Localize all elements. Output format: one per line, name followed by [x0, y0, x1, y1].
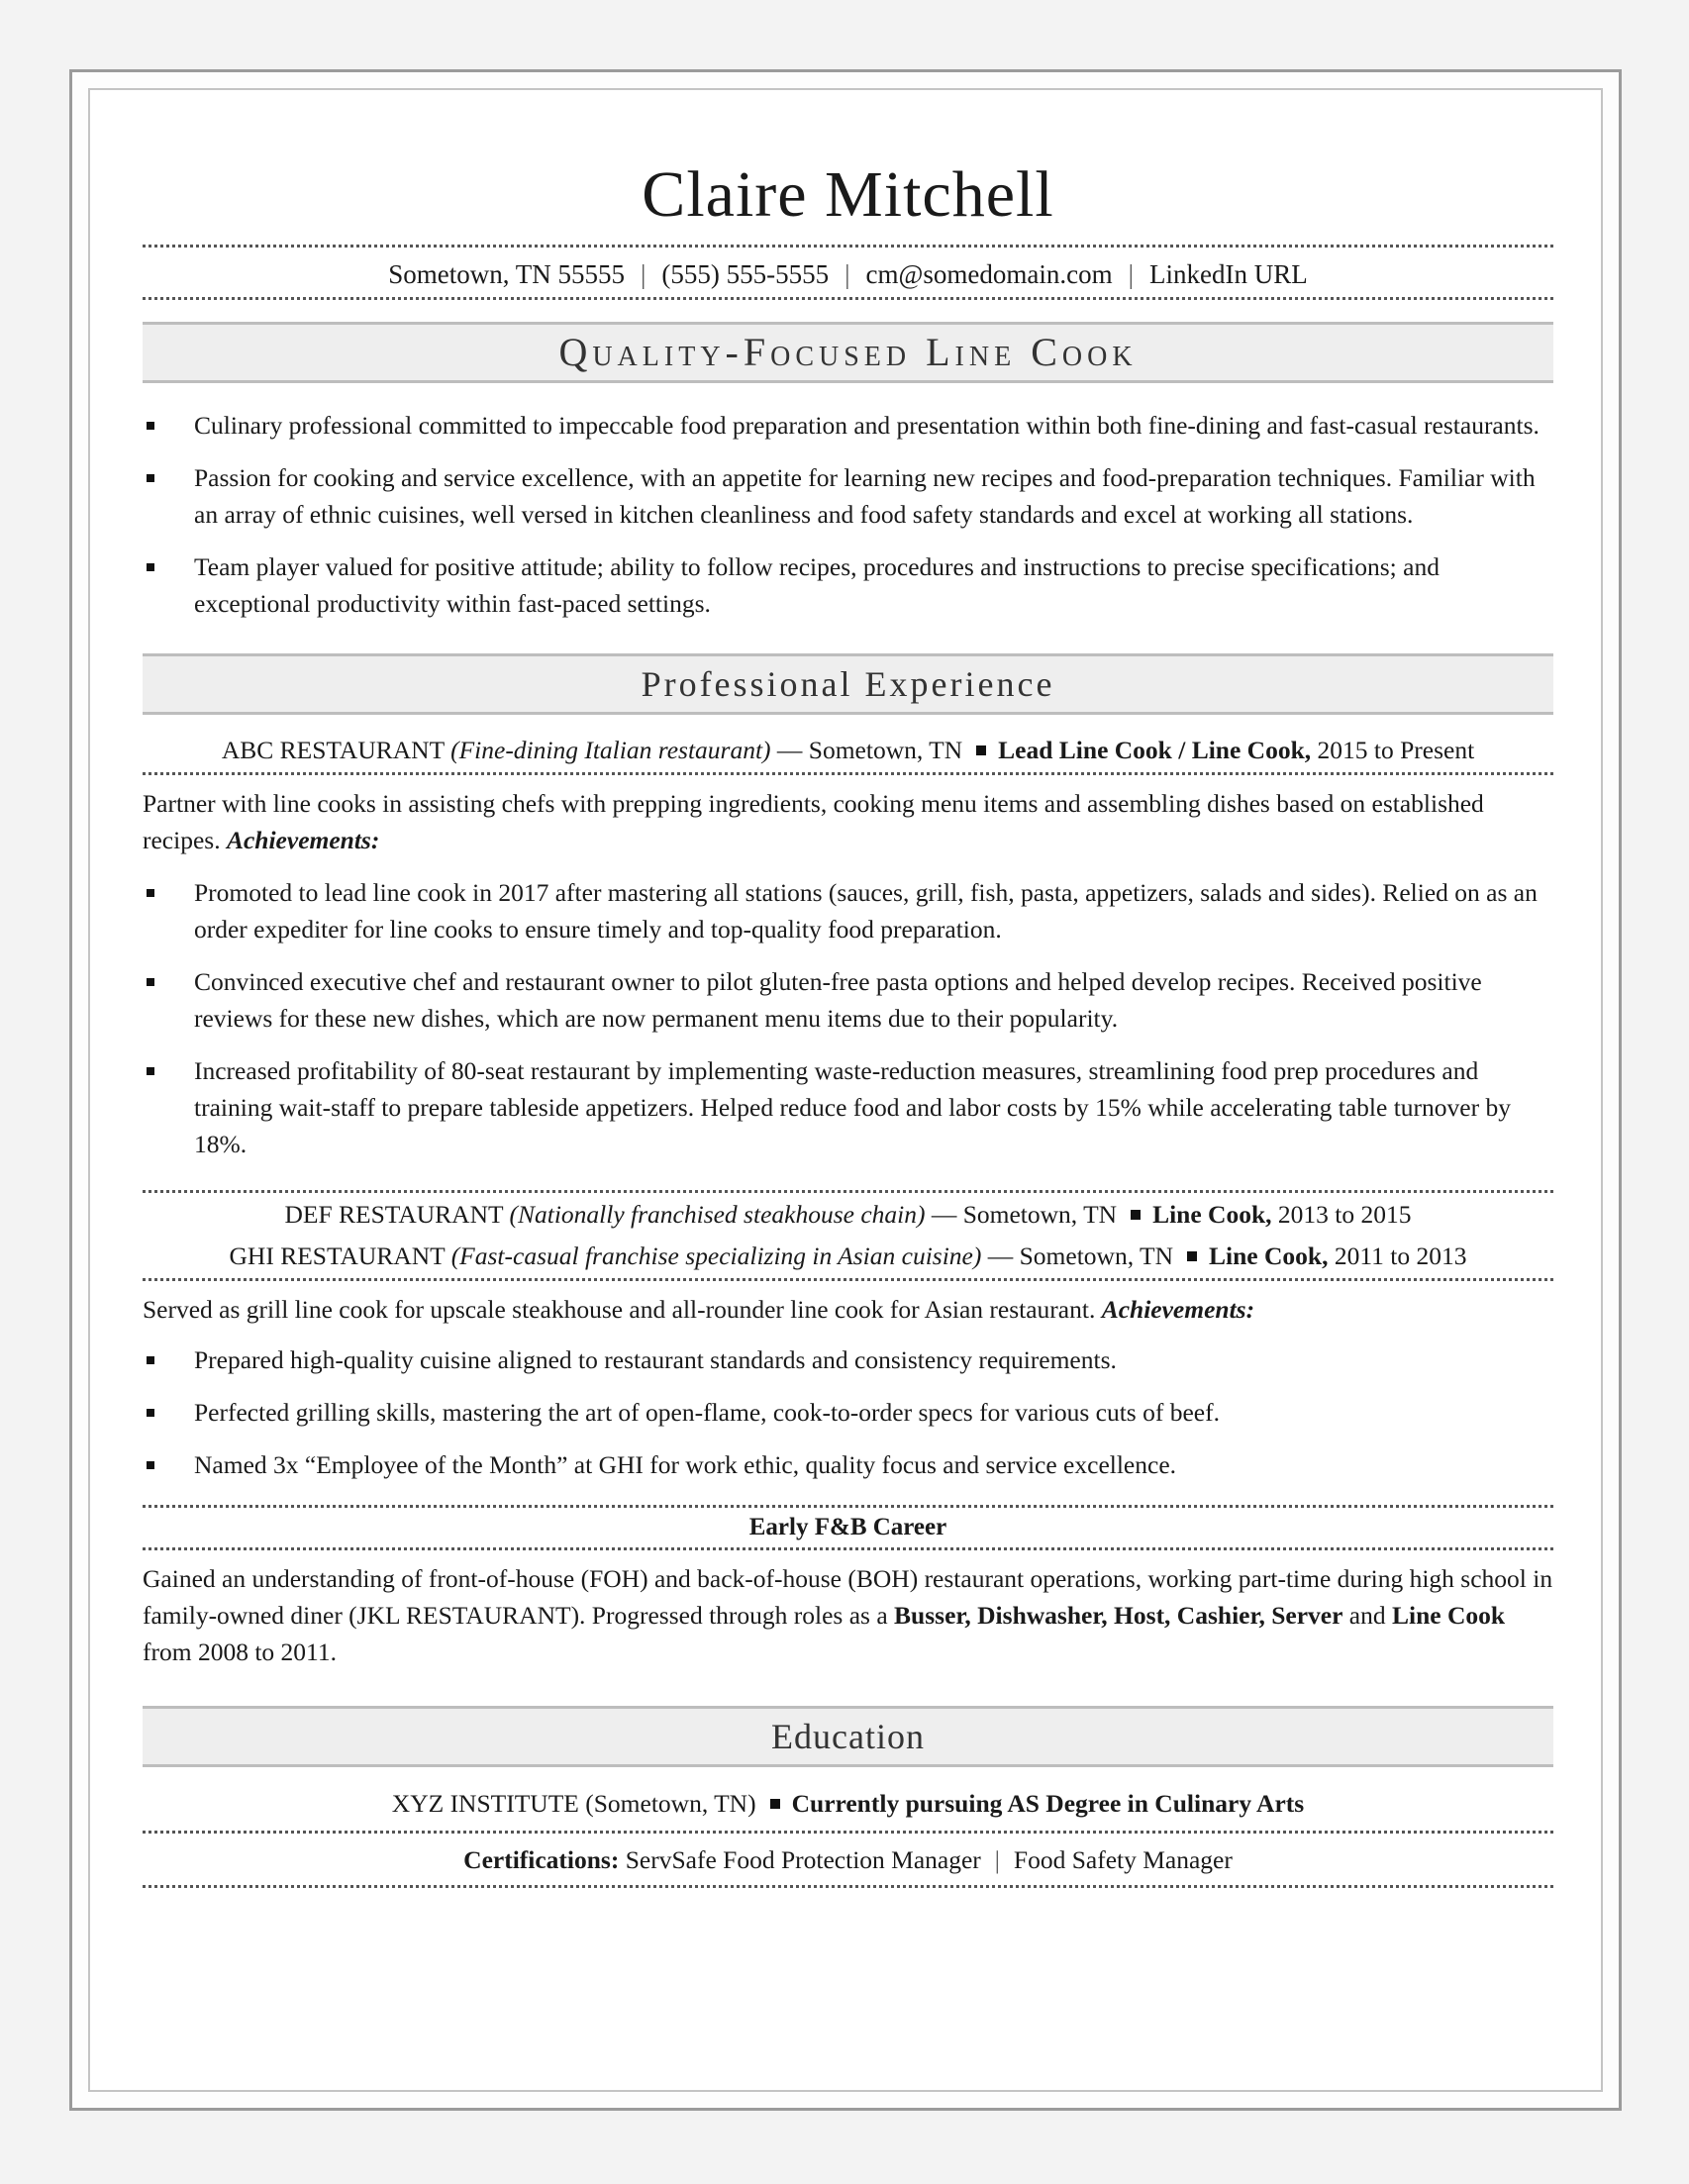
bullet-icon: [147, 1356, 154, 1364]
page-inner-frame: [88, 88, 1603, 2092]
bullet-icon: [147, 1067, 154, 1075]
job-header-def: [143, 1195, 1553, 1235]
education-band: Education: [143, 1706, 1553, 1767]
company-name: DEF RESTAURANT: [284, 1200, 504, 1229]
divider: [143, 1547, 1553, 1550]
contact-linkedin[interactable]: LinkedIn URL: [1149, 259, 1308, 289]
certification: ServSafe Food Protection Manager: [625, 1845, 981, 1874]
role-list: Dishwasher, Host, Cashier, Server: [977, 1601, 1343, 1630]
early-career-title: Early F&B Career: [748, 1514, 947, 1540]
job-dates: 2015 to Present: [1311, 736, 1475, 764]
resume: [143, 130, 1553, 1888]
contact-separator: |: [1128, 259, 1135, 289]
company-description: (Nationally franchised steakhouse chain): [509, 1200, 926, 1229]
divider: [143, 1505, 1553, 1508]
divider: [143, 1190, 1553, 1193]
square-bullet-icon: [1131, 1210, 1141, 1220]
school-name: XYZ INSTITUTE (Sometown, TN): [391, 1789, 756, 1818]
experience-band: Professional Experience: [143, 653, 1553, 715]
job-location: — Sometown, TN: [925, 1200, 1118, 1229]
divider: [143, 1885, 1553, 1888]
list-item: Increased profitability of 80-seat restaurant by implementing waste-reduction measures, streamlining food prep procedures and training wait-staff to prepare tableside appetizers. Helped reduce food and labor costs by 15% while accelerating table turnover by 18%.: [143, 1052, 1553, 1162]
education-line: [143, 1785, 1553, 1823]
job1-achievements: [143, 874, 1553, 1162]
bullet-icon: [147, 1409, 154, 1417]
divider: [143, 245, 1553, 248]
bullet-icon: [147, 1461, 154, 1469]
list-item: Promoted to lead line cook in 2017 after mastering all stations (sauces, grill, fish, pasta, appetizers, salads and sides). Relied on as an order expediter for line cooks to ensure timely and top-quality food preparation.: [143, 874, 1553, 947]
list-item: Team player valued for positive attitude; ability to follow recipes, procedures and instructions to precise specifications; and exceptional productivity within fast-paced settings.: [143, 548, 1553, 622]
certifications-label: Certifications:: [463, 1845, 620, 1874]
bullet-icon: [147, 978, 154, 986]
degree: Currently pursuing AS Degree in Culinary Arts: [791, 1789, 1305, 1818]
contact-separator: |: [641, 259, 646, 289]
list-item: Culinary professional committed to impeccable food preparation and presentation within both fine-dining and fast-casual restaurants.: [143, 407, 1553, 444]
contact-location: Sometown, TN 55555: [388, 259, 625, 289]
job-location: — Sometown, TN: [770, 736, 963, 764]
candidate-name: Claire Mitchell: [642, 158, 1054, 231]
job-dates: 2011 to 2013: [1328, 1241, 1467, 1270]
contact-email[interactable]: cm@somedomain.com: [865, 259, 1113, 289]
bullet-icon: [147, 474, 154, 482]
job-role: Line Cook,: [1152, 1200, 1272, 1229]
square-bullet-icon: [770, 1799, 780, 1809]
job-location: — Sometown, TN: [981, 1241, 1173, 1270]
contact-phone: (555) 555-5555: [661, 259, 830, 289]
list-item: Named 3x “Employee of the Month” at GHI for work ethic, quality focus and service excellence.: [143, 1446, 1553, 1483]
page-outer-frame: [69, 69, 1622, 2111]
divider: [143, 297, 1553, 300]
contact-line: [143, 255, 1553, 293]
summary-list: [143, 407, 1553, 622]
job-dates: 2013 to 2015: [1271, 1200, 1412, 1229]
jobs23-achievements: [143, 1341, 1553, 1483]
square-bullet-icon: [976, 745, 986, 755]
list-item: Perfected grilling skills, mastering the art of open-flame, cook-to-order specs for various cuts of beef.: [143, 1394, 1553, 1431]
list-item: Prepared high-quality cuisine aligned to restaurant standards and consistency requirements.: [143, 1341, 1553, 1378]
divider: [143, 1831, 1553, 1834]
contact-separator: |: [844, 259, 850, 289]
list-item: Convinced executive chef and restaurant owner to pilot gluten-free pasta options and helped develop recipes. Received positive reviews for these new dishes, which are now permanent menu items due to their popularity.: [143, 963, 1553, 1037]
square-bullet-icon: [1187, 1251, 1197, 1261]
headline-band: Quality-Focused Line Cook: [143, 322, 1553, 383]
achievements-label: Achievements:: [226, 826, 380, 854]
bullet-icon: [147, 422, 154, 430]
certification: Food Safety Manager: [1013, 1845, 1233, 1874]
bullet-icon: [147, 889, 154, 897]
job-header-abc: [143, 731, 1553, 770]
company-name: GHI RESTAURANT: [229, 1241, 446, 1270]
company-name: ABC RESTAURANT: [221, 736, 445, 764]
job-intro: Partner with line cooks in assisting chefs with prepping ingredients, cooking menu items and assembling dishes based on established recipes. Achievements:: [143, 789, 1484, 854]
achievements-label: Achievements:: [1101, 1295, 1255, 1324]
bullet-icon: [147, 563, 154, 571]
company-description: (Fast-casual franchise specializing in Asian cuisine): [450, 1241, 982, 1270]
certifications-line: [143, 1841, 1553, 1879]
role-line-cook: Line Cook: [1392, 1601, 1506, 1630]
separator: |: [994, 1845, 1000, 1874]
early-career-text: Gained an understanding of front-of-house (FOH) and back-of-house (BOH) restaurant operations, working part-time during high school in family-owned diner (JKL RESTAURANT). Progressed through roles as a Busser, Dishwasher, Host, Cashier, Server and Line Cook from 2008 to 2011.: [143, 1564, 1553, 1666]
job-role: Line Cook,: [1209, 1241, 1329, 1270]
role-busser: Busser,: [894, 1601, 971, 1630]
job-role: Lead Line Cook / Line Cook,: [998, 736, 1312, 764]
divider: [143, 772, 1553, 775]
list-item: Passion for cooking and service excellence, with an appetite for learning new recipes and food-preparation techniques. Familiar with an array of ethnic cuisines, well versed in kitchen cleanliness and food safety standards and excel at working all stations.: [143, 459, 1553, 533]
divider: [143, 1278, 1553, 1281]
job-header-ghi: [143, 1237, 1553, 1276]
company-description: (Fine-dining Italian restaurant): [450, 736, 771, 764]
jobs23-intro: Served as grill line cook for upscale steakhouse and all-rounder line cook for Asian restaurant. Achievements:: [143, 1295, 1255, 1324]
